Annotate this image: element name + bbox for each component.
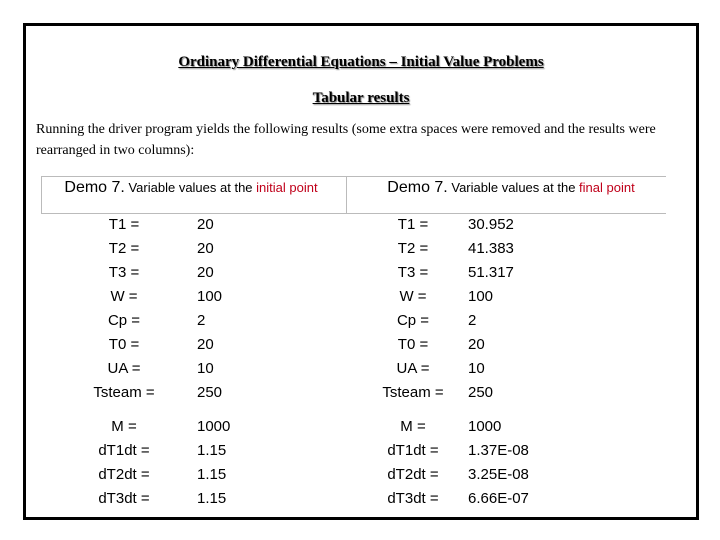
initial-variable-value: 10 xyxy=(197,360,214,377)
final-variable-value: 1.37E-08 xyxy=(468,442,529,459)
initial-variable-label: T2 = xyxy=(108,240,140,257)
final-variable-label: M = xyxy=(400,418,426,435)
final-variable-label: dT1dt = xyxy=(387,442,439,459)
final-variable-label: dT3dt = xyxy=(387,490,439,507)
initial-variable-value: 1000 xyxy=(197,418,231,435)
final-variable-label: W = xyxy=(399,288,427,305)
final-variable-value: 20 xyxy=(468,336,485,353)
final-variable-value: 100 xyxy=(468,288,494,305)
initial-variable-value: 20 xyxy=(197,264,214,281)
initial-header-text: Variable values at the xyxy=(124,180,257,195)
final-variable-label: T2 = xyxy=(397,240,429,257)
final-variable-value: 6.66E-07 xyxy=(468,490,529,507)
initial-variable-value: 1.15 xyxy=(197,490,227,507)
final-variable-value: 3.25E-08 xyxy=(468,466,529,483)
initial-variable-label: M = xyxy=(111,418,137,435)
final-header-text: Variable values at the xyxy=(447,180,580,195)
initial-variable-label: dT3dt = xyxy=(98,490,150,507)
slide-frame xyxy=(23,23,699,520)
final-variable-value: 1000 xyxy=(468,418,502,435)
initial-variable-value: 1.15 xyxy=(197,442,227,459)
final-variable-label: T1 = xyxy=(397,216,429,233)
initial-variable-label: T1 = xyxy=(108,216,140,233)
final-variable-label: dT2dt = xyxy=(387,466,439,483)
final-variable-value: 250 xyxy=(468,384,494,401)
initial-point-header xyxy=(41,180,341,195)
initial-variable-label: Tsteam = xyxy=(93,384,155,401)
final-variable-label: T3 = xyxy=(397,264,429,281)
intro-paragraph: Running the driver program yields the following results (some extra spaces were removed and the results were rearranged in two columns): xyxy=(36,122,656,158)
initial-header-highlight: initial point xyxy=(256,180,318,195)
initial-variable-label: Cp = xyxy=(107,312,141,329)
initial-variable-label: UA = xyxy=(107,360,141,377)
final-header-highlight: final point xyxy=(579,180,635,195)
initial-variable-value: 20 xyxy=(197,216,214,233)
final-variable-value: 30.952 xyxy=(468,216,514,233)
initial-demo-label: Demo 7. xyxy=(64,179,125,196)
initial-variable-value: 20 xyxy=(197,240,214,257)
page-subtitle: Tabular results xyxy=(312,90,410,106)
final-point-header xyxy=(346,180,676,195)
final-variable-value: 51.317 xyxy=(468,264,514,281)
initial-variable-label: W = xyxy=(110,288,138,305)
initial-variable-label: dT1dt = xyxy=(98,442,150,459)
initial-variable-value: 20 xyxy=(197,336,214,353)
initial-variable-value: 250 xyxy=(197,384,223,401)
final-variable-label: T0 = xyxy=(397,336,429,353)
final-demo-label: Demo 7. xyxy=(387,179,448,196)
final-variable-label: Cp = xyxy=(396,312,430,329)
initial-variable-value: 1.15 xyxy=(197,466,227,483)
initial-variable-label: T0 = xyxy=(108,336,140,353)
final-variable-value: 10 xyxy=(468,360,485,377)
initial-variable-label: dT2dt = xyxy=(98,466,150,483)
final-variable-label: UA = xyxy=(396,360,430,377)
initial-variable-value: 2 xyxy=(197,312,206,329)
page-title: Ordinary Differential Equations – Initial Value Problems xyxy=(178,54,544,70)
initial-variable-label: T3 = xyxy=(108,264,140,281)
final-variable-value: 2 xyxy=(468,312,477,329)
final-variable-label: Tsteam = xyxy=(382,384,444,401)
final-variable-value: 41.383 xyxy=(468,240,514,257)
initial-variable-value: 100 xyxy=(197,288,223,305)
